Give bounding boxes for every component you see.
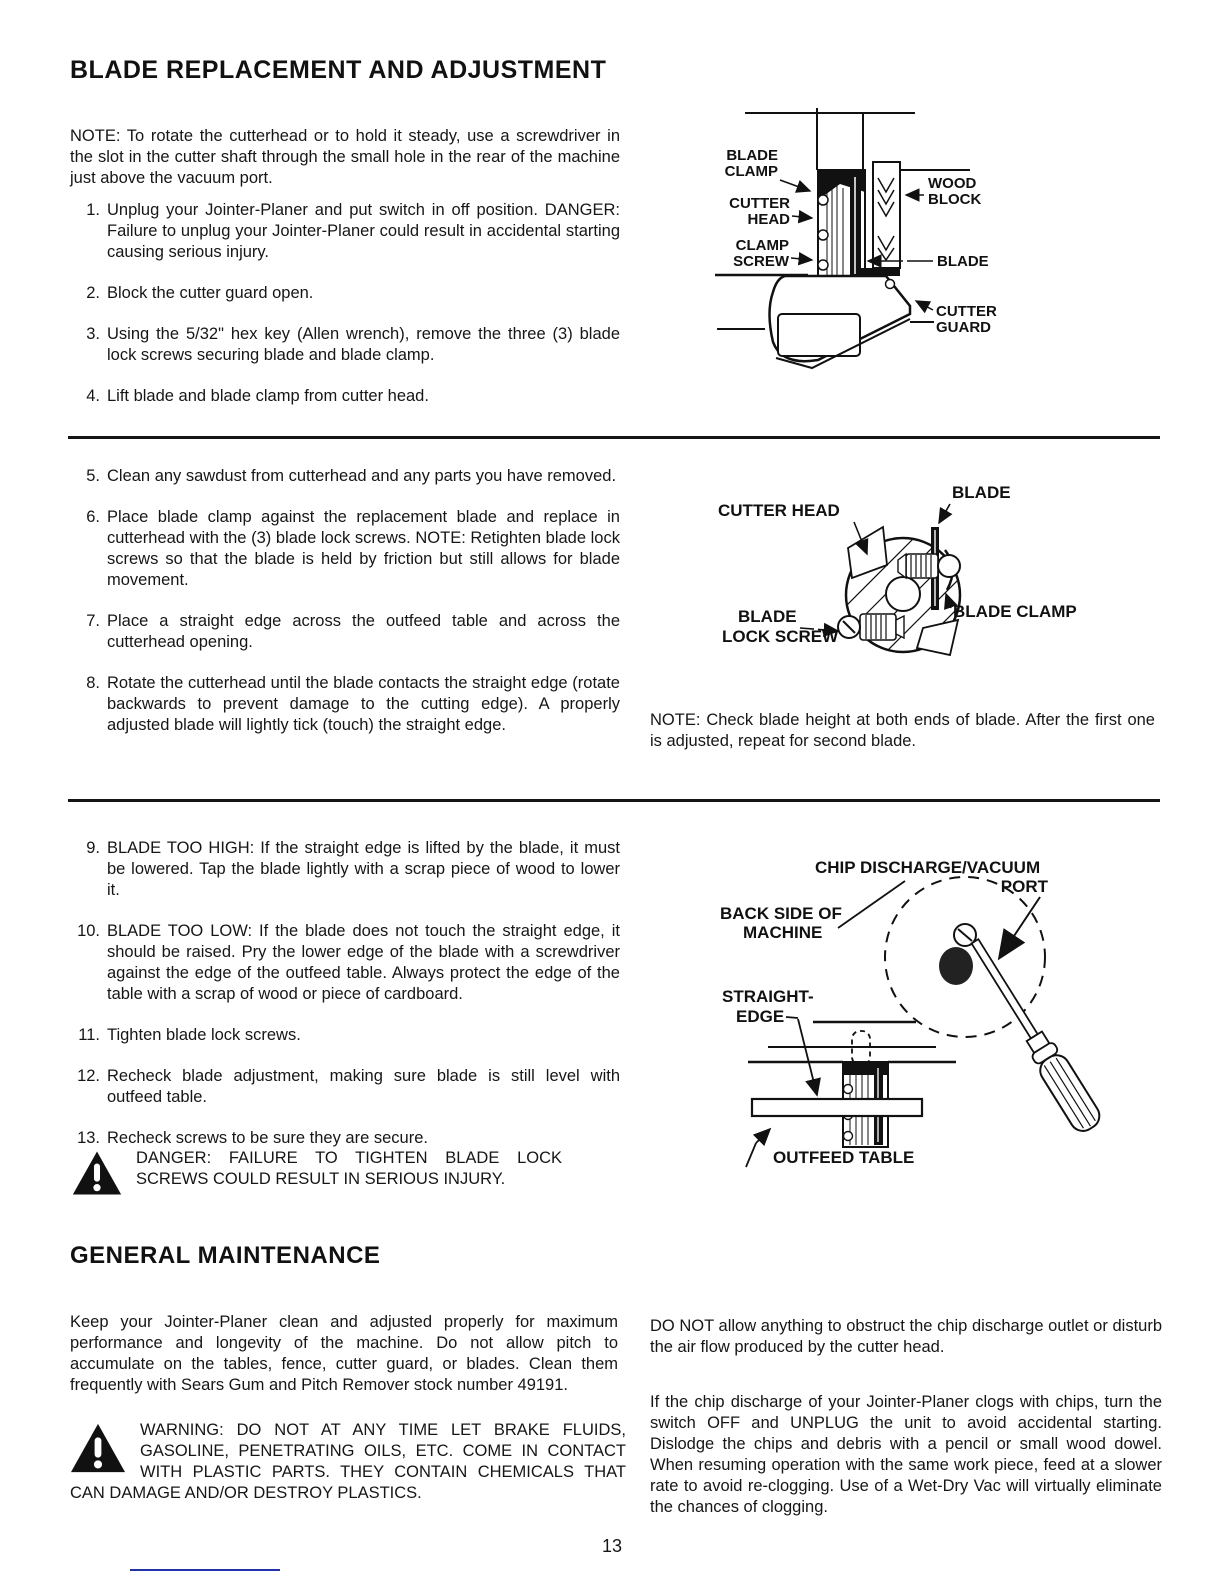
blade-lock-screw-shape <box>898 554 960 578</box>
step-item <box>70 386 620 407</box>
step-item <box>70 921 620 1005</box>
page-title: BLADE REPLACEMENT AND ADJUSTMENT <box>70 56 607 84</box>
step-number: 8. <box>86 674 100 692</box>
maintenance-right-paragraph-1: DO NOT allow anything to obstruct the chip discharge outlet or disturb the air flow produced by the cutter head. <box>650 1317 1162 1356</box>
svg-text:BLOCK: BLOCK <box>928 191 982 208</box>
step-item <box>70 1128 620 1149</box>
svg-text:LOCK SCREW: LOCK SCREW <box>722 627 839 646</box>
step-item <box>70 200 620 263</box>
label-straight-edge: STRAIGHT- <box>722 987 814 1006</box>
label-blade: BLADE <box>937 253 989 270</box>
step-text: Lift blade and blade clamp from cutter head. <box>107 387 429 405</box>
step-text: Unplug your Jointer-Planer and put switch in off position. DANGER: Failure to unplug your Jointer-Planer could result in accidental starting causing serious injury. <box>107 201 620 261</box>
step-text: Clean any sawdust from cutterhead and any parts you have removed. <box>107 467 617 485</box>
step-text: Place a straight edge across the outfeed table and across the cutterhead opening. <box>107 612 620 651</box>
label-chip-discharge: CHIP DISCHARGE/VACUUM <box>815 858 1041 877</box>
step-item <box>70 611 620 653</box>
label-clamp-screw: CLAMP <box>735 237 789 254</box>
section1-note: NOTE: To rotate the cutterhead or to hold it steady, use a screwdriver in the slot in the cutter shaft through the small hole in the rear of the machine just above the vacuum port. <box>70 127 620 187</box>
label-blade-clamp: BLADE <box>726 147 778 164</box>
svg-text:MACHINE: MACHINE <box>743 923 823 942</box>
svg-text:SCREW: SCREW <box>733 253 789 270</box>
step-number: 12. <box>77 1067 100 1085</box>
label-blade-lock-screw: BLADE <box>738 607 797 626</box>
step-text: Place blade clamp against the replacement blade and replace in cutterhead with the (3) blade lock screws. NOTE: Retighten blade lock screws so that the blade is held by friction but still allows for blade movement. <box>107 508 620 589</box>
step-number: 7. <box>86 612 100 630</box>
maintenance-title: GENERAL MAINTENANCE <box>70 1242 381 1269</box>
step-text: BLADE TOO HIGH: If the straight edge is lifted by the blade, it must be lowered. Tap the blade lightly with a scrap piece of wood to lower it. <box>107 839 620 899</box>
label-blade: BLADE <box>952 483 1011 502</box>
step-text: BLADE TOO LOW: If the blade does not touch the straight edge, it should be raised. Pry the lower edge of the blade with a screwdriver against the edge of the outfeed table. Always protect the edge of the table with a scrap of wood or piece of cardboard. <box>107 922 620 1003</box>
label-back-side: BACK SIDE OF <box>720 904 842 923</box>
section3-steps <box>70 838 620 1159</box>
svg-text:CLAMP: CLAMP <box>724 163 778 180</box>
svg-text:EDGE: EDGE <box>736 1007 785 1026</box>
clamp-screw-shape <box>818 195 828 205</box>
section2-note: NOTE: Check blade height at both ends of blade. After the first one is adjusted, repeat for second blade. <box>650 711 1155 750</box>
diagram-cutterhead-side-view <box>690 100 1160 400</box>
label-cutter-guard: CUTTER <box>936 303 997 320</box>
svg-text:PORT: PORT <box>1000 877 1048 896</box>
step-text: Using the 5/32" hex key (Allen wrench), remove the three (3) blade lock screws securing blade and blade clamp. <box>107 325 620 364</box>
warning-text: WARNING: DO NOT AT ANY TIME LET BRAKE FLUIDS, GASOLINE, PENETRATING OILS, ETC. COME IN CONTACT WITH PLASTIC PARTS. THEY CONTAIN CHEMICALS THAT CAN DAMAGE AND/OR DESTROY PLASTICS. <box>70 1421 626 1502</box>
step-number: 2. <box>86 284 100 302</box>
step-text: Rotate the cutterhead until the blade contacts the straight edge (rotate backwards to prevent damage to the cutting edge). A properly adjusted blade will lightly tick (touch) the straight edge. <box>107 674 620 734</box>
straight-edge-shape <box>752 1099 922 1116</box>
label-outfeed-table: OUTFEED TABLE <box>773 1148 915 1167</box>
step-item <box>70 1066 620 1108</box>
label-cutter-head: CUTTER HEAD <box>718 501 840 520</box>
section2-steps <box>70 466 620 756</box>
step-item <box>70 1025 620 1046</box>
warning-triangle-icon <box>72 1150 122 1196</box>
label-blade-clamp: BLADE CLAMP <box>953 602 1077 621</box>
diagram-cutterhead-end-view <box>640 470 1160 705</box>
step-text: Recheck blade adjustment, making sure blade is still level with outfeed table. <box>107 1067 620 1106</box>
section-divider <box>68 436 1160 439</box>
danger-text: DANGER: FAILURE TO TIGHTEN BLADE LOCK SCREWS COULD RESULT IN SERIOUS INJURY. <box>136 1149 562 1188</box>
step-number: 10. <box>77 922 100 940</box>
danger-callout <box>72 1148 562 1198</box>
step-number: 9. <box>86 839 100 857</box>
svg-text:HEAD: HEAD <box>747 211 790 228</box>
step-text: Recheck screws to be sure they are secure. <box>107 1129 428 1147</box>
step-item <box>70 283 620 304</box>
maintenance-left-paragraph: Keep your Jointer-Planer clean and adjusted properly for maximum performance and longevity of the machine. Do not allow pitch to accumulate on the tables, fence, cutter guard, or blades. Clean them frequently with Sears Gum and Pitch Remover stock number 49191. <box>70 1313 618 1394</box>
step-item <box>70 673 620 736</box>
label-cutter-head: CUTTER <box>729 195 790 212</box>
step-item <box>70 466 620 487</box>
step-number: 4. <box>86 387 100 405</box>
step-number: 13. <box>77 1129 100 1147</box>
section1-steps <box>70 200 620 427</box>
step-number: 5. <box>86 467 100 485</box>
diagram-back-side-machine <box>640 835 1180 1180</box>
blade-lock-screw-shape <box>838 614 904 640</box>
scan-artifact-line <box>130 1569 280 1571</box>
step-number: 6. <box>86 508 100 526</box>
section-divider <box>68 799 1160 802</box>
step-number: 1. <box>86 201 100 219</box>
step-text: Block the cutter guard open. <box>107 284 314 302</box>
svg-text:GUARD: GUARD <box>936 319 991 336</box>
step-item <box>70 324 620 366</box>
page-number: 13 <box>601 1536 623 1556</box>
vacuum-port-hole <box>939 947 973 985</box>
step-text: Tighten blade lock screws. <box>107 1026 301 1044</box>
label-wood-block: WOOD <box>928 175 977 192</box>
step-number: 11. <box>78 1026 100 1044</box>
maintenance-right-paragraph-2: If the chip discharge of your Jointer-Planer clogs with chips, turn the switch OFF and UNPLUG the unit to avoid accidental starting. Dislodge the chips and debris with a pencil or small wood dowel. When resuming operation with the same work piece, feed at a slower rate to avoid re-clogging. Use of a Wet-Dry Vac will virtually eliminate the chances of clogging. <box>650 1393 1162 1516</box>
step-item <box>70 838 620 901</box>
maintenance-warning-callout <box>70 1420 626 1504</box>
warning-triangle-icon <box>70 1422 126 1474</box>
screwdriver-shape <box>962 933 1104 1135</box>
step-number: 3. <box>86 325 100 343</box>
step-item <box>70 507 620 591</box>
